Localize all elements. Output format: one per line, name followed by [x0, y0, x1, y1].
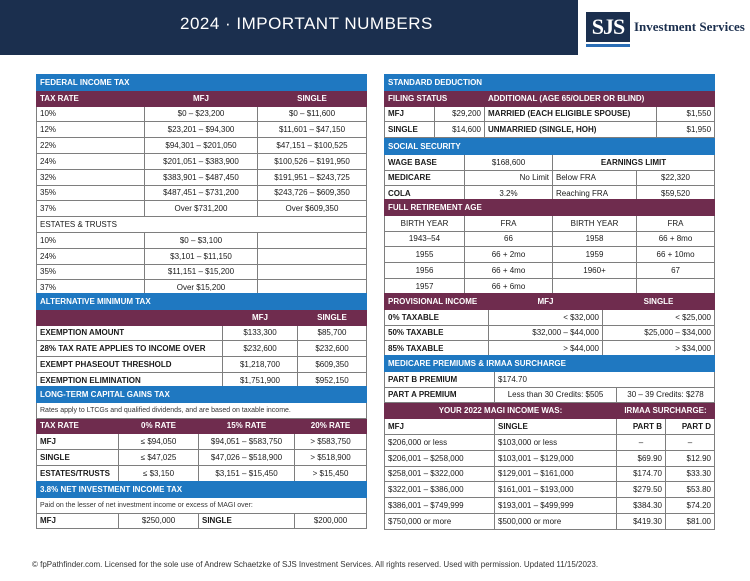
cell: $250,000: [119, 513, 199, 529]
cell: $168,600: [465, 154, 553, 170]
estates-subheader: ESTATES & TRUSTS: [37, 217, 367, 233]
table-row: [385, 278, 715, 294]
cell: $384.30: [617, 498, 666, 514]
table-row: [385, 122, 715, 138]
cell: $193,001 – $499,999: [495, 498, 617, 514]
cell: $81.00: [666, 513, 715, 529]
cell: –: [666, 434, 715, 450]
section-title: ALTERNATIVE MINIMUM TAX: [37, 294, 367, 310]
cell: > $34,000: [603, 341, 715, 357]
cell: PART A PREMIUM: [385, 387, 495, 403]
cell: $383,901 – $487,450: [145, 169, 258, 185]
cell: $94,051 – $583,750: [199, 434, 295, 450]
logo-mark: SJS: [586, 12, 630, 42]
cell: $33.30: [666, 466, 715, 482]
company-logo: [578, 0, 750, 55]
cell: 1957: [385, 278, 465, 294]
table-row: [37, 357, 367, 373]
cell: 37%: [37, 201, 145, 217]
cell: EXEMPTION ELIMINATION: [37, 372, 223, 388]
cell: $103,001 – $129,000: [495, 450, 617, 466]
cell: $100,526 – $191,950: [258, 153, 367, 169]
cell: $322,001 – $386,000: [385, 482, 495, 498]
cell: Over $15,200: [145, 280, 258, 296]
cell: 66: [465, 231, 553, 247]
cell: ≤ $94,050: [119, 434, 199, 450]
table-row: [385, 170, 715, 186]
cell: < $32,000: [489, 309, 603, 325]
table-row: [385, 154, 715, 170]
cell: $609,350: [298, 357, 367, 373]
table-row: [385, 498, 715, 514]
table-row: [385, 263, 715, 279]
table-row: [37, 434, 367, 450]
cell: $69.90: [617, 450, 666, 466]
page-title: 2024 · IMPORTANT NUMBERS: [180, 14, 433, 33]
column-header: PART D: [666, 419, 715, 435]
column-header: MFJ: [223, 309, 298, 325]
cell: Below FRA: [553, 170, 637, 186]
column-header: SINGLE: [495, 419, 617, 435]
cell: No Limit: [465, 170, 553, 186]
column-header: ADDITIONAL (AGE 65/OLDER OR BLIND): [485, 90, 715, 106]
cell: $1,218,700: [223, 357, 298, 373]
cell: [553, 278, 637, 294]
cell: MFJ: [37, 434, 119, 450]
cell: $29,200: [435, 106, 485, 122]
cell: [258, 248, 367, 264]
section-note: Rates apply to LTCGs and qualified dividends, and are based on taxable income.: [37, 402, 367, 418]
table-row: [385, 482, 715, 498]
cell: $14,600: [435, 122, 485, 138]
copyright-footer: © fpPathfinder.com. Licensed for the sole use of Andrew Schaetzke of SJS Investment Services. All rights reserved. Used with permission. Updated 11/15/2023.: [32, 560, 599, 569]
table-row: [37, 232, 367, 248]
cell: Reaching FRA: [553, 186, 637, 202]
table-row: [385, 231, 715, 247]
cell: –: [617, 434, 666, 450]
cell: 1959: [553, 247, 637, 263]
cell: $23,201 – $94,300: [145, 122, 258, 138]
section-title: 3.8% NET INVESTMENT INCOME TAX: [37, 482, 367, 498]
cell: $12.90: [666, 450, 715, 466]
cell: 66 + 2mo: [465, 247, 553, 263]
section-title: MEDICARE PREMIUMS & IRMAA SURCHARGE: [385, 356, 715, 372]
cell: $1,950: [657, 122, 715, 138]
cell: 0% TAXABLE: [385, 309, 489, 325]
table-row: [37, 169, 367, 185]
table-row: [37, 122, 367, 138]
cell: $174.70: [617, 466, 666, 482]
cell: 67: [637, 263, 715, 279]
table-row: [37, 138, 367, 154]
cell: $47,151 – $100,525: [258, 138, 367, 154]
cell: $133,300: [223, 325, 298, 341]
cell: $232,600: [223, 341, 298, 357]
cell: $1,751,900: [223, 372, 298, 388]
cell: 28% TAX RATE APPLIES TO INCOME OVER: [37, 341, 223, 357]
standard-deduction-table: [384, 74, 715, 138]
column-header: 0% RATE: [119, 418, 199, 434]
full-retirement-age-table: [384, 199, 715, 295]
cell: 24%: [37, 248, 145, 264]
cell: EARNINGS LIMIT: [553, 154, 715, 170]
table-row: [385, 106, 715, 122]
cell: $22,320: [637, 170, 715, 186]
cell: 1958: [553, 231, 637, 247]
cell: SINGLE: [199, 513, 295, 529]
table-row: [37, 106, 367, 122]
cell: 66 + 6mo: [465, 278, 553, 294]
table-row: [37, 465, 367, 481]
cell: EXEMPT PHASEOUT THRESHOLD: [37, 357, 223, 373]
cell: $0 – $3,100: [145, 232, 258, 248]
cell: MFJ: [385, 106, 435, 122]
column-header: TAX RATE: [37, 90, 145, 106]
cell: $750,000 or more: [385, 513, 495, 529]
cell: 22%: [37, 138, 145, 154]
column-header: FILING STATUS: [385, 90, 485, 106]
table-row: [385, 387, 715, 403]
cell: $232,600: [298, 341, 367, 357]
cell: $47,026 – $518,900: [199, 450, 295, 466]
cell: [258, 232, 367, 248]
cell: $53.80: [666, 482, 715, 498]
table-row: [37, 341, 367, 357]
cell: $11,601 – $47,150: [258, 122, 367, 138]
federal-income-tax-table: [36, 74, 367, 296]
table-row: [37, 264, 367, 280]
section-title: FEDERAL INCOME TAX: [37, 75, 367, 91]
table-row: [385, 450, 715, 466]
cell: ≤ $3,150: [119, 465, 199, 481]
cell: 66 + 10mo: [637, 247, 715, 263]
table-row: [37, 325, 367, 341]
table-row: [385, 434, 715, 450]
cell: < $25,000: [603, 309, 715, 325]
table-row: [385, 309, 715, 325]
table-row: [37, 450, 367, 466]
cell: 37%: [37, 280, 145, 296]
cell: 12%: [37, 122, 145, 138]
cell: 50% TAXABLE: [385, 325, 489, 341]
cell: $161,001 – $193,000: [495, 482, 617, 498]
cell: 35%: [37, 185, 145, 201]
cell: $1,550: [657, 106, 715, 122]
table-row: [385, 513, 715, 529]
cell: 85% TAXABLE: [385, 341, 489, 357]
cell: 1956: [385, 263, 465, 279]
cell: $0 – $23,200: [145, 106, 258, 122]
column-header: PART B: [617, 419, 666, 435]
table-row: [37, 153, 367, 169]
cell: $129,001 – $161,000: [495, 466, 617, 482]
page-header: [0, 0, 750, 55]
cell: PART B PREMIUM: [385, 371, 495, 387]
amt-table: [36, 293, 367, 389]
cell: SINGLE: [385, 122, 435, 138]
social-security-table: [384, 138, 715, 202]
column-header: MFJ: [489, 294, 603, 310]
cell: $3,101 – $11,150: [145, 248, 258, 264]
irmaa-header: IRMAA SURCHARGE:: [617, 403, 715, 419]
cell: $32,000 – $44,000: [489, 325, 603, 341]
column-header: 15% RATE: [199, 418, 295, 434]
cell: $419.30: [617, 513, 666, 529]
cell: $174.70: [495, 371, 715, 387]
cell: $103,000 or less: [495, 434, 617, 450]
table-row: [37, 248, 367, 264]
cell: $74.20: [666, 498, 715, 514]
cell: 30 – 39 Credits: $278: [617, 387, 715, 403]
cell: $11,151 – $15,200: [145, 264, 258, 280]
cell: $191,951 – $243,725: [258, 169, 367, 185]
column-header: [37, 309, 223, 325]
cell: $487,451 – $731,200: [145, 185, 258, 201]
cell: $206,000 or less: [385, 434, 495, 450]
cell: Over $731,200: [145, 201, 258, 217]
cell: > $15,450: [295, 465, 367, 481]
cell: $243,726 – $609,350: [258, 185, 367, 201]
cell: $200,000: [295, 513, 367, 529]
section-title: LONG-TERM CAPITAL GAINS TAX: [37, 387, 367, 403]
section-note: Paid on the lesser of net investment income or excess of MAGI over:: [37, 497, 367, 513]
magi-header: YOUR 2022 MAGI INCOME WAS:: [385, 403, 617, 419]
section-title: FULL RETIREMENT AGE: [385, 200, 715, 216]
column-header: MFJ: [385, 419, 495, 435]
cell: $85,700: [298, 325, 367, 341]
column-header: PROVISIONAL INCOME: [385, 294, 489, 310]
cell: 32%: [37, 169, 145, 185]
cell: 1955: [385, 247, 465, 263]
cell: $0 – $11,600: [258, 106, 367, 122]
cell: $201,051 – $383,900: [145, 153, 258, 169]
column-header: BIRTH YEAR: [385, 215, 465, 231]
cell: 1960+: [553, 263, 637, 279]
table-row: [385, 466, 715, 482]
table-row: [37, 185, 367, 201]
cell: MARRIED (EACH ELIGIBLE SPOUSE): [485, 106, 657, 122]
column-header: FRA: [637, 215, 715, 231]
cell: UNMARRIED (SINGLE, HOH): [485, 122, 657, 138]
section-title: STANDARD DEDUCTION: [385, 75, 715, 91]
cell: COLA: [385, 186, 465, 202]
column-header: SINGLE: [298, 309, 367, 325]
cell: > $583,750: [295, 434, 367, 450]
column-header: SINGLE: [603, 294, 715, 310]
cell: 10%: [37, 232, 145, 248]
table-row: [385, 325, 715, 341]
cell: > $518,900: [295, 450, 367, 466]
cell: $279.50: [617, 482, 666, 498]
cell: Less than 30 Credits: $505: [495, 387, 617, 403]
cell: MFJ: [37, 513, 119, 529]
cell: 66 + 8mo: [637, 231, 715, 247]
table-row: [385, 247, 715, 263]
cell: $500,000 or more: [495, 513, 617, 529]
table-row: [385, 371, 715, 387]
ltcg-table: [36, 386, 367, 482]
cell: 66 + 4mo: [465, 263, 553, 279]
column-header: BIRTH YEAR: [553, 215, 637, 231]
cell: SINGLE: [37, 450, 119, 466]
niit-table: [36, 481, 367, 529]
column-header: MFJ: [145, 90, 258, 106]
cell: $386,001 – $749,999: [385, 498, 495, 514]
column-header: 20% RATE: [295, 418, 367, 434]
section-title: SOCIAL SECURITY: [385, 139, 715, 155]
cell: 3.2%: [465, 186, 553, 202]
cell: $952,150: [298, 372, 367, 388]
column-header: FRA: [465, 215, 553, 231]
cell: 35%: [37, 264, 145, 280]
cell: ≤ $47,025: [119, 450, 199, 466]
medicare-table: [384, 355, 715, 530]
cell: $3,151 – $15,450: [199, 465, 295, 481]
cell: $206,001 – $258,000: [385, 450, 495, 466]
column-header: TAX RATE: [37, 418, 119, 434]
cell: Over $609,350: [258, 201, 367, 217]
cell: $94,301 – $201,050: [145, 138, 258, 154]
column-header: SINGLE: [258, 90, 367, 106]
cell: WAGE BASE: [385, 154, 465, 170]
cell: 1943–54: [385, 231, 465, 247]
cell: $59,520: [637, 186, 715, 202]
cell: $258,001 – $322,000: [385, 466, 495, 482]
logo-text: Investment Services: [634, 19, 745, 34]
cell: [637, 278, 715, 294]
cell: [258, 264, 367, 280]
cell: MEDICARE: [385, 170, 465, 186]
table-row: [37, 201, 367, 217]
cell: EXEMPTION AMOUNT: [37, 325, 223, 341]
logo-underline: [586, 44, 630, 47]
table-row: [37, 513, 367, 529]
cell: $25,000 – $34,000: [603, 325, 715, 341]
provisional-income-table: [384, 293, 715, 357]
cell: ESTATES/TRUSTS: [37, 465, 119, 481]
cell: 10%: [37, 106, 145, 122]
cell: > $44,000: [489, 341, 603, 357]
cell: 24%: [37, 153, 145, 169]
